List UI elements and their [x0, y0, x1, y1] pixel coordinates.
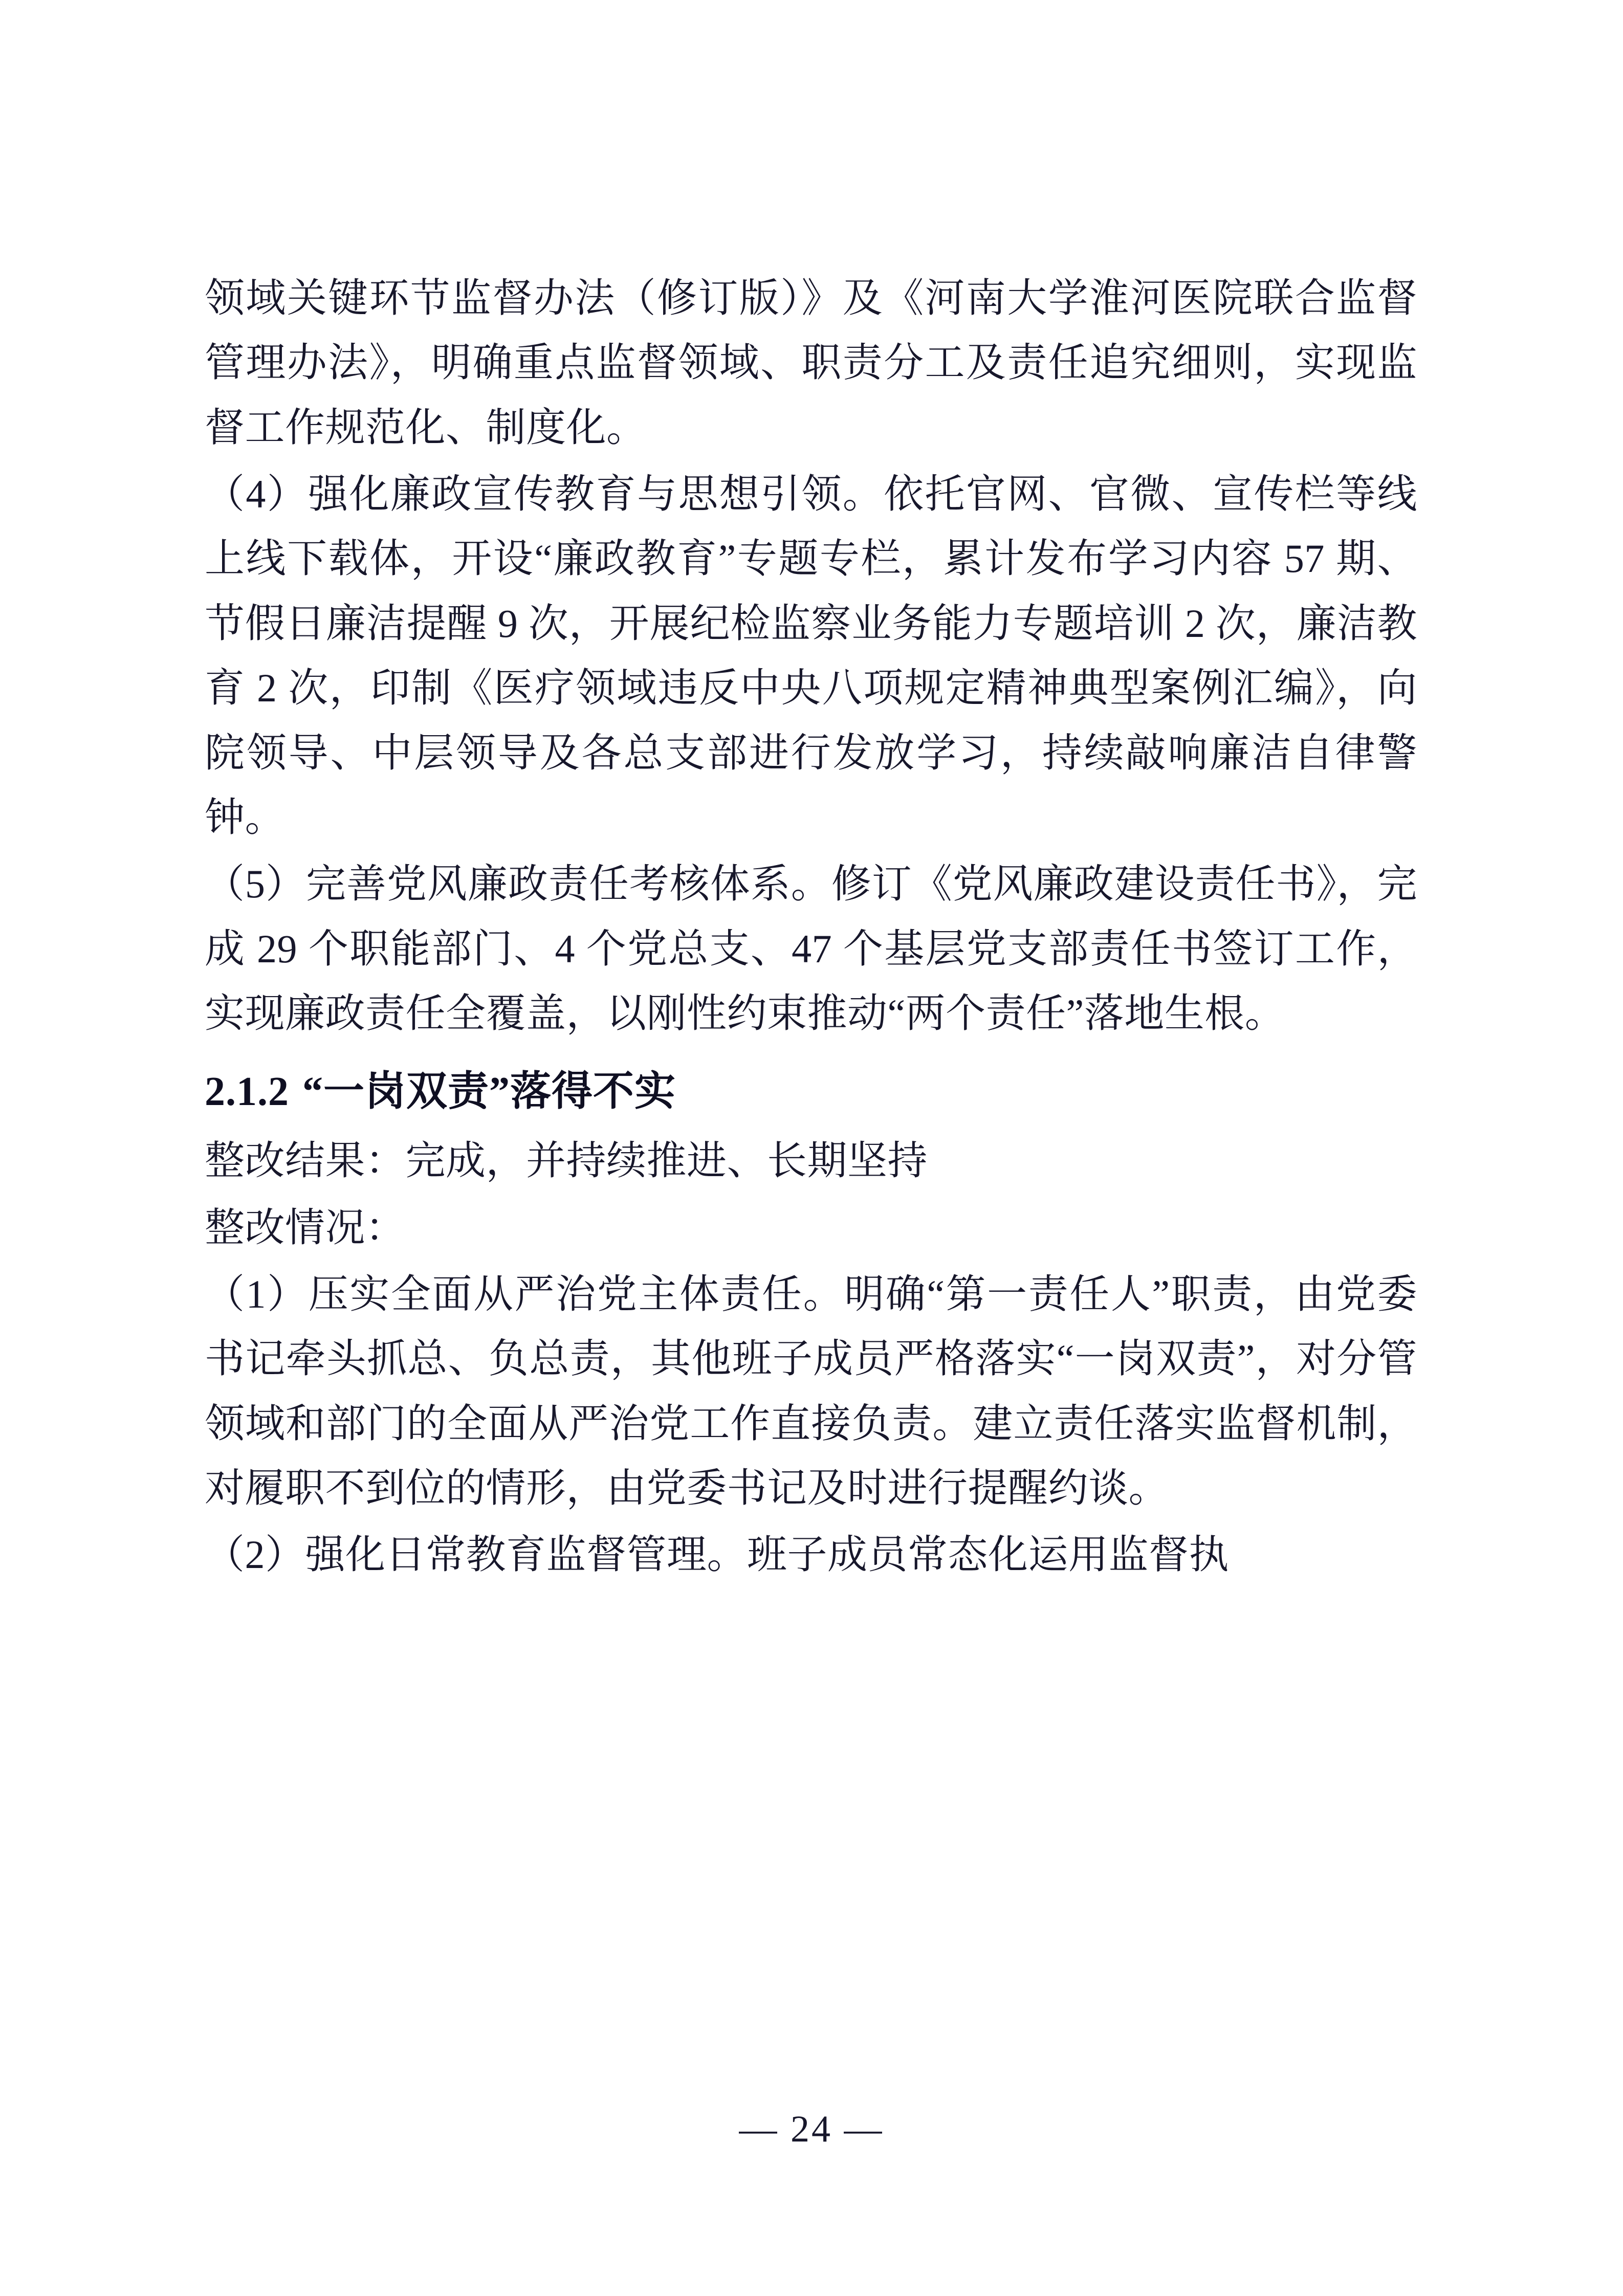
field-rectification-result [205, 1129, 1417, 1193]
page-content [205, 266, 1417, 1589]
field-label-status: 整改情况： [205, 1205, 406, 1250]
paragraph-sub-2: （2）强化日常教育监督管理。班子成员常态化运用监督执 [205, 1532, 1230, 1577]
paragraph-continued: 领域关键环节监督办法（修订版）》及《河南大学淮河医院联合监督管理办法》，明确重点监督领域、职责分工及责任追究细则，实现监督工作规范化、制度化。 [205, 276, 1417, 450]
section-heading [205, 1059, 1417, 1124]
paragraph-item-5: （5）完善党风廉政责任考核体系。修订《党风廉政建设责任书》，完成 29 个职能部门、4 个党总支、47 个基层党支部责任书签订工作，实现廉政责任全覆盖，以刚性约束推动“两个责任”落地生根。 [205, 862, 1417, 1035]
field-value-result: 完成，并持续推进、长期坚持 [405, 1138, 928, 1183]
field-rectification-status [205, 1196, 1417, 1260]
paragraph-item-4: （4）强化廉政宣传教育与思想引领。依托官网、官微、宣传栏等线上线下载体，开设“廉政教育”专题专栏，累计发布学习内容 57 期、节假日廉洁提醒 9 次，开展纪检监察业务能力专题培训 2 次，廉洁教育 2 次，印制《医疗领域违反中央八项规定精神典型案例汇编》，向院领导、中层领导及各总支部进行发放学习，持续敲响廉洁自律警钟。 [205, 472, 1417, 840]
paragraph-sub-1: （1）压实全面从严治党主体责任。明确“第一责任人”职责，由党委书记牵头抓总、负总责，其他班子成员严格落实“一岗双责”，对分管领域和部门的全面从严治党工作直接负责。建立责任落实监督机制，对履职不到位的情形，由党委书记及时进行提醒约谈。 [205, 1272, 1417, 1511]
field-label-result: 整改结果： [205, 1138, 406, 1183]
section-title: “一岗双责”落得不实 [302, 1069, 676, 1115]
section-number: 2.1.2 [205, 1069, 289, 1115]
page-number: — 24 — [739, 2108, 884, 2150]
